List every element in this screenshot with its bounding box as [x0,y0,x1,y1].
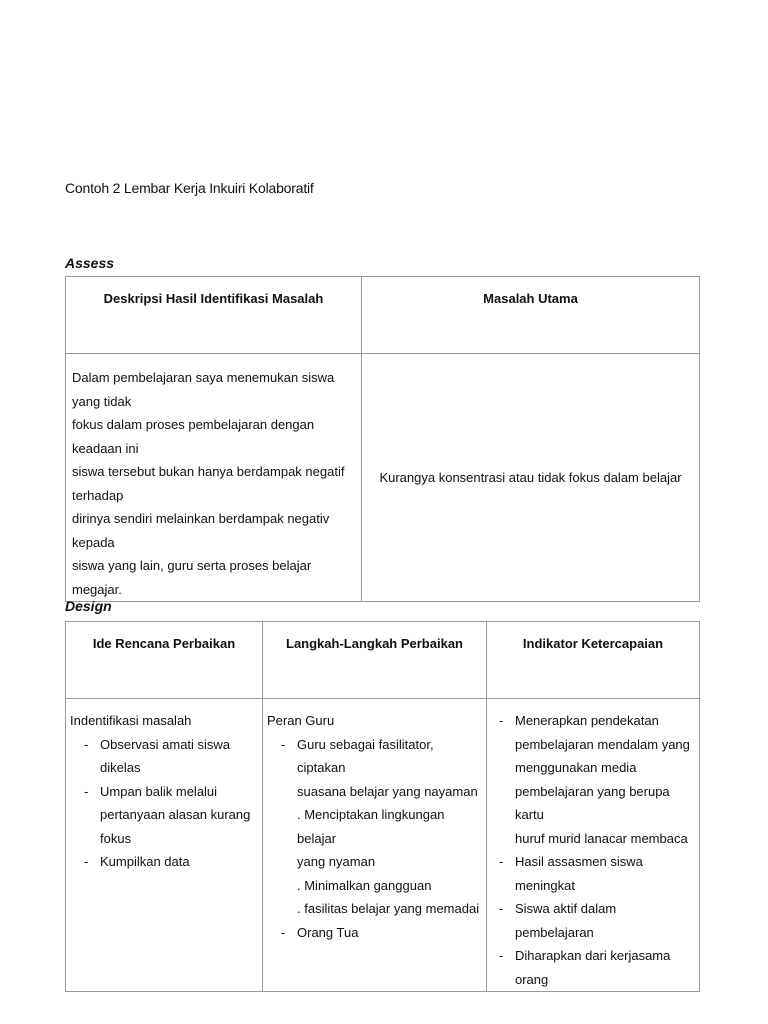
assess-header-description: Deskripsi Hasil Identifikasi Masalah [66,277,362,354]
langkah-sub-line: . Menciptakan lingkungan belajar [297,807,445,846]
ide-intro: Indentifikasi masalah [70,713,192,728]
list-item [100,733,258,780]
description-line: Dalam pembelajaran saya menemukan siswa yang tidak [72,370,335,409]
main-problem-text: Kurangya konsentrasi atau tidak fokus dalam belajar [379,469,682,485]
list-item-line: - Menerapkan pendekatan [515,713,659,728]
ide-list [70,733,258,874]
langkah-sub-line: . Minimalkan gangguan [297,877,432,893]
description-line: dirinya sendiri melainkan berdampak negativ kepada [72,511,330,550]
list-item-line: - Observasi amati siswa dikelas [100,736,231,775]
list-item-line: pertanyaan alasan kurang [100,807,251,822]
list-item-line: - Orang Tua [297,924,359,940]
ide-cell [66,699,263,992]
langkah-cell [263,699,487,992]
list-item-line: - Siswa aktif dalam pembelajaran [515,901,617,940]
list-item-line: pembelajaran yang berupa kartu [515,783,670,822]
list-item [100,850,258,874]
list-item [297,921,482,945]
description-line: siswa yang lain, guru serta proses belajar megajar. [72,558,312,597]
assess-main-problem-cell [362,354,700,602]
list-item-line: - Diharapkan dari kerjasama orang [515,948,671,987]
list-item-line: pembelajaran mendalam yang [515,736,690,752]
description-line: fokus dalam proses pembelajaran dengan keadaan ini [72,417,315,456]
list-item-line: - Umpan balik melalui [100,783,218,799]
langkah-intro: Peran Guru [267,713,335,728]
indikator-cell [487,699,700,992]
assess-section-label: Assess [65,255,115,271]
langkah-list-2 [267,921,482,945]
design-header-ide: Ide Rencana Perbaikan [66,622,263,699]
list-item [515,897,695,944]
design-section-label: Design [65,598,112,614]
design-table [65,621,700,992]
design-header-langkah: Langkah-Langkah Perbaikan [263,622,487,699]
langkah-sub-line: . fasilitas belajar yang memadai [297,901,480,916]
list-item-line: - Guru sebagai fasilitator, ciptakan [297,736,434,775]
list-item [515,709,695,850]
list-item [100,780,258,851]
design-header-indikator: Indikator Ketercapaian [487,622,700,699]
assess-table [65,276,700,602]
list-item [515,944,695,991]
list-item-line: - Kumpilkan data [100,854,190,869]
list-item-line: huruf murid lanacar membaca [515,830,688,846]
list-item [515,850,695,897]
assess-header-main-problem: Masalah Utama [362,277,700,354]
assess-description-cell [66,354,362,602]
list-item-line: - Hasil assasmen siswa meningkat [515,854,643,893]
indikator-list [491,709,695,991]
list-item-line: menggunakan media [515,760,637,775]
langkah-sub-line: yang nyaman [297,854,376,869]
list-item-line: fokus [100,830,132,846]
langkah-list [267,733,482,804]
list-item [297,733,482,804]
document-title: Contoh 2 Lembar Kerja Inkuiri Kolaboratif [65,180,314,196]
list-item-line: suasana belajar yang nayaman [297,783,478,799]
description-line: siswa tersebut bukan hanya berdampak negatif terhadap [72,464,345,503]
